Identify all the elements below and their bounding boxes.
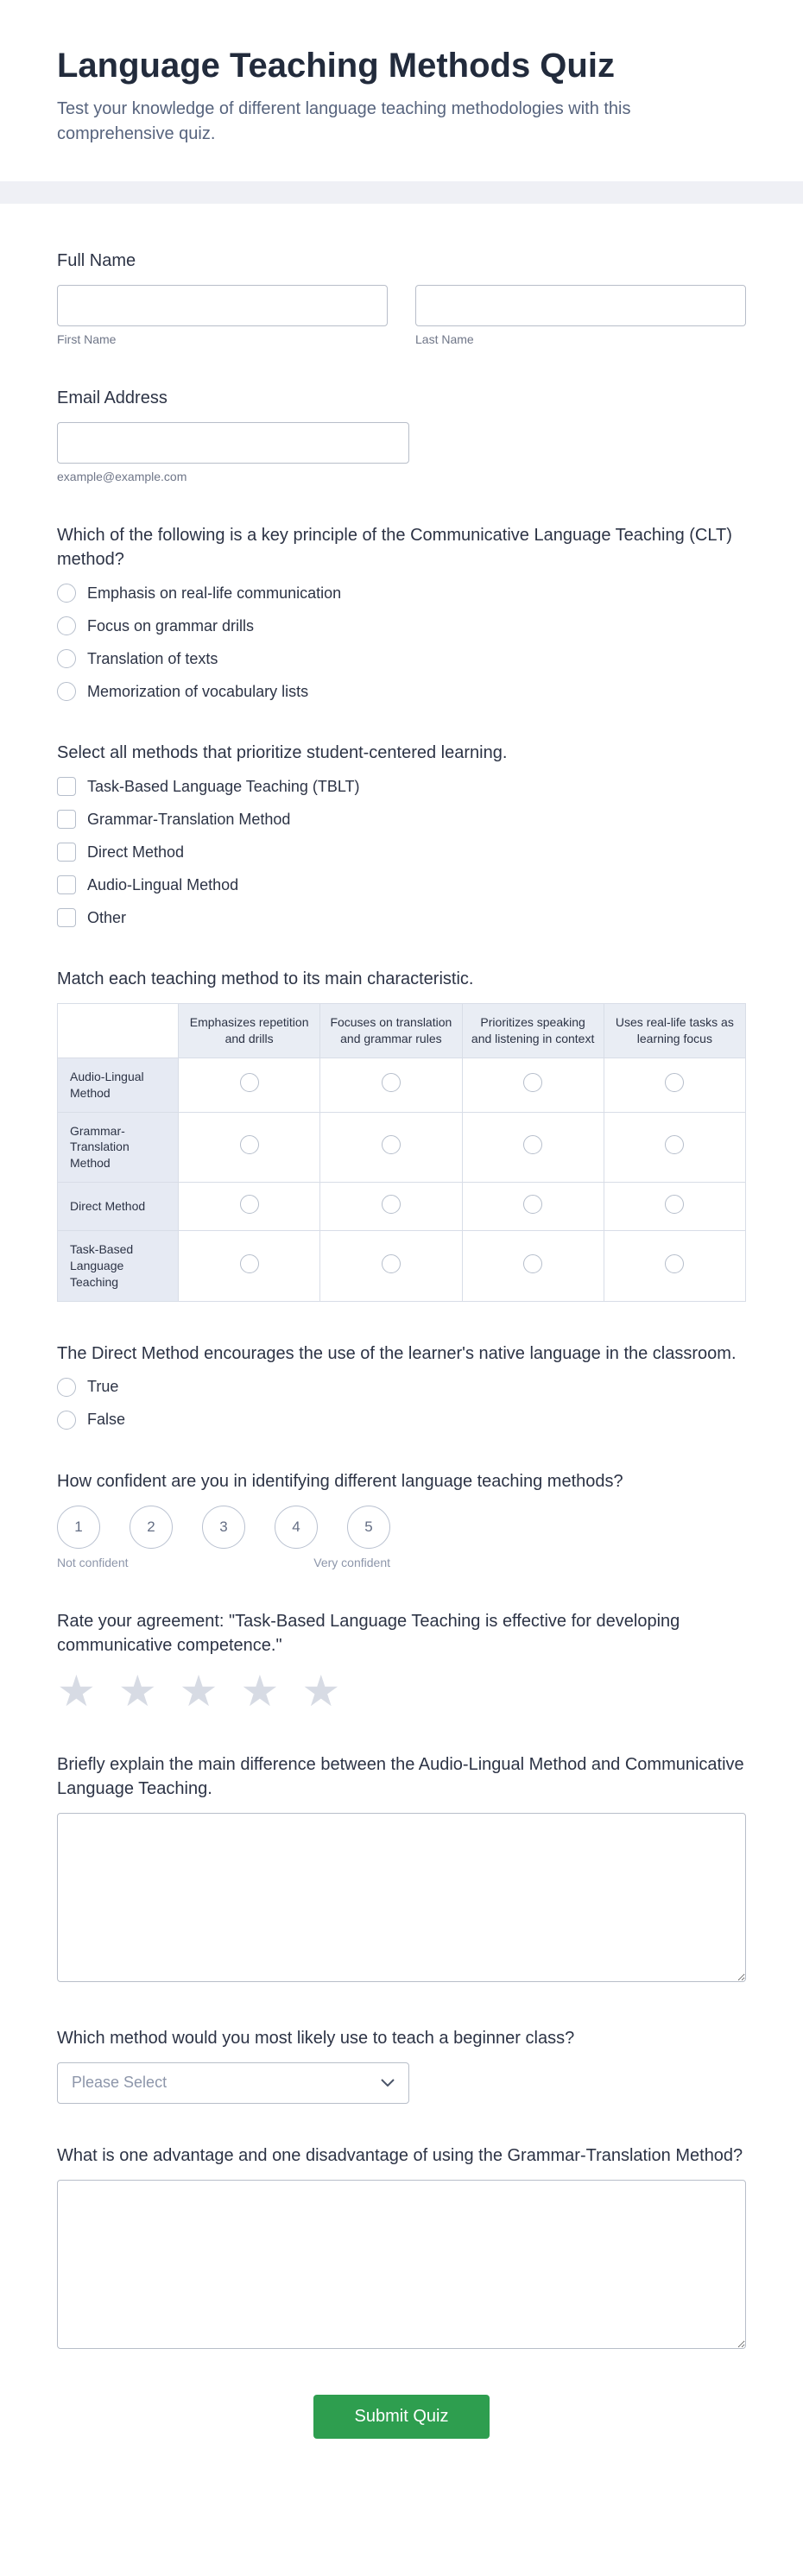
grammar-translation-question bbox=[57, 2144, 746, 2353]
matrix-cell bbox=[320, 1231, 462, 1302]
scale-right-label: Very confident bbox=[313, 1555, 390, 1569]
star-rating bbox=[57, 1666, 746, 1715]
matrix-header-row bbox=[58, 1004, 746, 1058]
beginner-method-question bbox=[57, 2026, 746, 2104]
matrix-cell bbox=[320, 1112, 462, 1183]
checkbox-icon[interactable] bbox=[57, 843, 76, 862]
matrix-cell bbox=[179, 1231, 320, 1302]
matrix-radio-icon[interactable] bbox=[382, 1073, 401, 1092]
matrix-radio-icon[interactable] bbox=[240, 1254, 259, 1273]
matrix-radio-icon[interactable] bbox=[523, 1135, 542, 1154]
matrix-cell bbox=[179, 1112, 320, 1183]
matrix-cell bbox=[179, 1058, 320, 1112]
matrix-column-header: Uses real-life tasks as learning focus bbox=[604, 1004, 745, 1058]
radio-option-true[interactable] bbox=[57, 1378, 746, 1397]
matrix-radio-icon[interactable] bbox=[240, 1073, 259, 1092]
checkbox-option[interactable] bbox=[57, 843, 746, 862]
radio-option[interactable] bbox=[57, 584, 746, 603]
direct-method-question bbox=[57, 1342, 746, 1430]
matrix-corner-cell bbox=[58, 1004, 179, 1058]
matrix-cell bbox=[604, 1112, 745, 1183]
matrix-cell bbox=[320, 1058, 462, 1112]
first-name-input[interactable] bbox=[57, 285, 388, 326]
matrix-cell bbox=[604, 1231, 745, 1302]
radio-icon[interactable] bbox=[57, 584, 76, 603]
matrix-radio-icon[interactable] bbox=[665, 1254, 684, 1273]
radio-icon[interactable] bbox=[57, 649, 76, 668]
radio-icon[interactable] bbox=[57, 1378, 76, 1397]
star-icon[interactable]: ★ bbox=[179, 1666, 218, 1715]
radio-option[interactable] bbox=[57, 682, 746, 701]
grammar-translation-label: What is one advantage and one disadvantage of using the Grammar-Translation Method? bbox=[57, 2145, 743, 2165]
matrix-row-header: Direct Method bbox=[58, 1183, 179, 1231]
select-placeholder: Please Select bbox=[72, 2074, 168, 2092]
matrix-cell bbox=[462, 1058, 604, 1112]
matrix-cell bbox=[462, 1183, 604, 1231]
radio-icon[interactable] bbox=[57, 1411, 76, 1430]
difference-textarea[interactable] bbox=[57, 1813, 746, 1982]
email-question bbox=[57, 386, 746, 483]
difference-question bbox=[57, 1752, 746, 1986]
radio-option-label: Memorization of vocabulary lists bbox=[87, 682, 309, 700]
beginner-method-label: Which method would you most likely use to teach a beginner class? bbox=[57, 2028, 575, 2048]
rating-question bbox=[57, 1609, 746, 1713]
star-icon[interactable]: ★ bbox=[301, 1666, 341, 1715]
radio-option-false[interactable] bbox=[57, 1411, 746, 1430]
matrix-cell bbox=[462, 1231, 604, 1302]
matrix-cell bbox=[462, 1112, 604, 1183]
matrix-radio-icon[interactable] bbox=[382, 1135, 401, 1154]
matrix-table bbox=[57, 1003, 746, 1302]
checkbox-option-label: Direct Method bbox=[87, 843, 185, 861]
form-body bbox=[0, 204, 803, 2508]
matrix-radio-icon[interactable] bbox=[665, 1073, 684, 1092]
rating-question-label: Rate your agreement: "Task-Based Language Teaching is effective for developing communicative competence." bbox=[57, 1611, 680, 1655]
form-header bbox=[0, 0, 803, 181]
matrix-cell bbox=[604, 1183, 745, 1231]
confidence-scale-question bbox=[57, 1469, 746, 1569]
scale-option-3[interactable]: 3 bbox=[202, 1506, 245, 1549]
radio-icon[interactable] bbox=[57, 616, 76, 635]
scale-option-1[interactable]: 1 bbox=[57, 1506, 100, 1549]
email-sublabel: example@example.com bbox=[57, 470, 187, 483]
matrix-row bbox=[58, 1112, 746, 1183]
grammar-translation-textarea[interactable] bbox=[57, 2180, 746, 2349]
scale-option-5[interactable]: 5 bbox=[347, 1506, 390, 1549]
submit-button[interactable]: Submit Quiz bbox=[313, 2395, 490, 2439]
matrix-column-header: Prioritizes speaking and listening in context bbox=[462, 1004, 604, 1058]
radio-option-label: Translation of texts bbox=[87, 649, 218, 667]
matrix-radio-icon[interactable] bbox=[240, 1135, 259, 1154]
clt-question bbox=[57, 523, 746, 701]
star-icon[interactable]: ★ bbox=[240, 1666, 280, 1715]
radio-option-label: Focus on grammar drills bbox=[87, 616, 255, 635]
matrix-row-header: Grammar-Translation Method bbox=[58, 1112, 179, 1183]
radio-icon[interactable] bbox=[57, 682, 76, 701]
matrix-radio-icon[interactable] bbox=[382, 1254, 401, 1273]
checkbox-icon[interactable] bbox=[57, 908, 76, 927]
page-title: Language Teaching Methods Quiz bbox=[57, 47, 615, 85]
matrix-radio-icon[interactable] bbox=[523, 1073, 542, 1092]
beginner-method-select[interactable] bbox=[57, 2062, 409, 2104]
checkbox-option[interactable] bbox=[57, 875, 746, 894]
scale-endpoint-labels bbox=[57, 1556, 390, 1569]
scale-option-2[interactable]: 2 bbox=[130, 1506, 173, 1549]
email-input[interactable] bbox=[57, 422, 409, 464]
matrix-radio-icon[interactable] bbox=[523, 1254, 542, 1273]
matrix-column-header: Focuses on translation and grammar rules bbox=[320, 1004, 462, 1058]
student-centered-label: Select all methods that prioritize student-centered learning. bbox=[57, 743, 508, 762]
checkbox-option[interactable] bbox=[57, 810, 746, 829]
matrix-question bbox=[57, 967, 746, 1302]
last-name-field-group bbox=[415, 285, 746, 346]
radio-option[interactable] bbox=[57, 649, 746, 668]
star-icon[interactable]: ★ bbox=[57, 1666, 96, 1715]
last-name-sublabel: Last Name bbox=[415, 332, 474, 346]
full-name-label: Full Name bbox=[57, 251, 136, 270]
full-name-question bbox=[57, 249, 746, 346]
checkbox-option-label: Grammar-Translation Method bbox=[87, 810, 291, 828]
direct-method-label: The Direct Method encourages the use of the learner's native language in the classroom. bbox=[57, 1343, 737, 1363]
radio-option[interactable] bbox=[57, 616, 746, 635]
radio-option-label: False bbox=[87, 1411, 126, 1429]
matrix-row bbox=[58, 1058, 746, 1112]
header-divider bbox=[0, 181, 803, 204]
matrix-row-header: Audio-Lingual Method bbox=[58, 1058, 179, 1112]
checkbox-icon[interactable] bbox=[57, 810, 76, 829]
radio-option-label: Emphasis on real-life communication bbox=[87, 584, 342, 602]
first-name-sublabel: First Name bbox=[57, 332, 117, 346]
matrix-radio-icon[interactable] bbox=[240, 1195, 259, 1214]
matrix-column-header: Emphasizes repetition and drills bbox=[179, 1004, 320, 1058]
last-name-input[interactable] bbox=[415, 285, 746, 326]
first-name-field-group bbox=[57, 285, 388, 346]
matrix-row bbox=[58, 1183, 746, 1231]
checkbox-icon[interactable] bbox=[57, 777, 76, 796]
difference-question-label: Briefly explain the main difference between the Audio-Lingual Method and Communicative Language Teaching. bbox=[57, 1754, 744, 1798]
name-fields-row bbox=[57, 285, 746, 346]
checkbox-option[interactable] bbox=[57, 908, 746, 927]
scale-row bbox=[57, 1506, 746, 1549]
clt-question-label: Which of the following is a key principle of the Communicative Language Teaching (CLT) method? bbox=[57, 526, 732, 569]
confidence-scale-label: How confident are you in identifying different language teaching methods? bbox=[57, 1471, 623, 1491]
matrix-question-label: Match each teaching method to its main characteristic. bbox=[57, 969, 474, 988]
matrix-cell bbox=[179, 1183, 320, 1231]
star-icon[interactable]: ★ bbox=[117, 1666, 157, 1715]
checkbox-icon[interactable] bbox=[57, 875, 76, 894]
scale-option-4[interactable]: 4 bbox=[275, 1506, 318, 1549]
matrix-cell bbox=[320, 1183, 462, 1231]
checkbox-option-label: Other bbox=[87, 908, 127, 926]
checkbox-option-label: Audio-Lingual Method bbox=[87, 875, 239, 893]
checkbox-option-label: Task-Based Language Teaching (TBLT) bbox=[87, 777, 360, 795]
matrix-radio-icon[interactable] bbox=[665, 1195, 684, 1214]
matrix-radio-icon[interactable] bbox=[523, 1195, 542, 1214]
form-subtitle: Test your knowledge of different language teaching methodologies with this comprehensive quiz. bbox=[57, 99, 631, 143]
chevron-down-icon bbox=[381, 2079, 395, 2087]
email-label: Email Address bbox=[57, 388, 168, 407]
checkbox-option[interactable] bbox=[57, 777, 746, 796]
matrix-row-header: Task-Based Language Teaching bbox=[58, 1231, 179, 1302]
matrix-radio-icon[interactable] bbox=[382, 1195, 401, 1214]
submit-row bbox=[57, 2395, 746, 2439]
student-centered-question bbox=[57, 741, 746, 927]
matrix-cell bbox=[604, 1058, 745, 1112]
matrix-radio-icon[interactable] bbox=[665, 1135, 684, 1154]
matrix-row bbox=[58, 1231, 746, 1302]
radio-option-label: True bbox=[87, 1378, 119, 1396]
scale-left-label: Not confident bbox=[57, 1555, 129, 1569]
